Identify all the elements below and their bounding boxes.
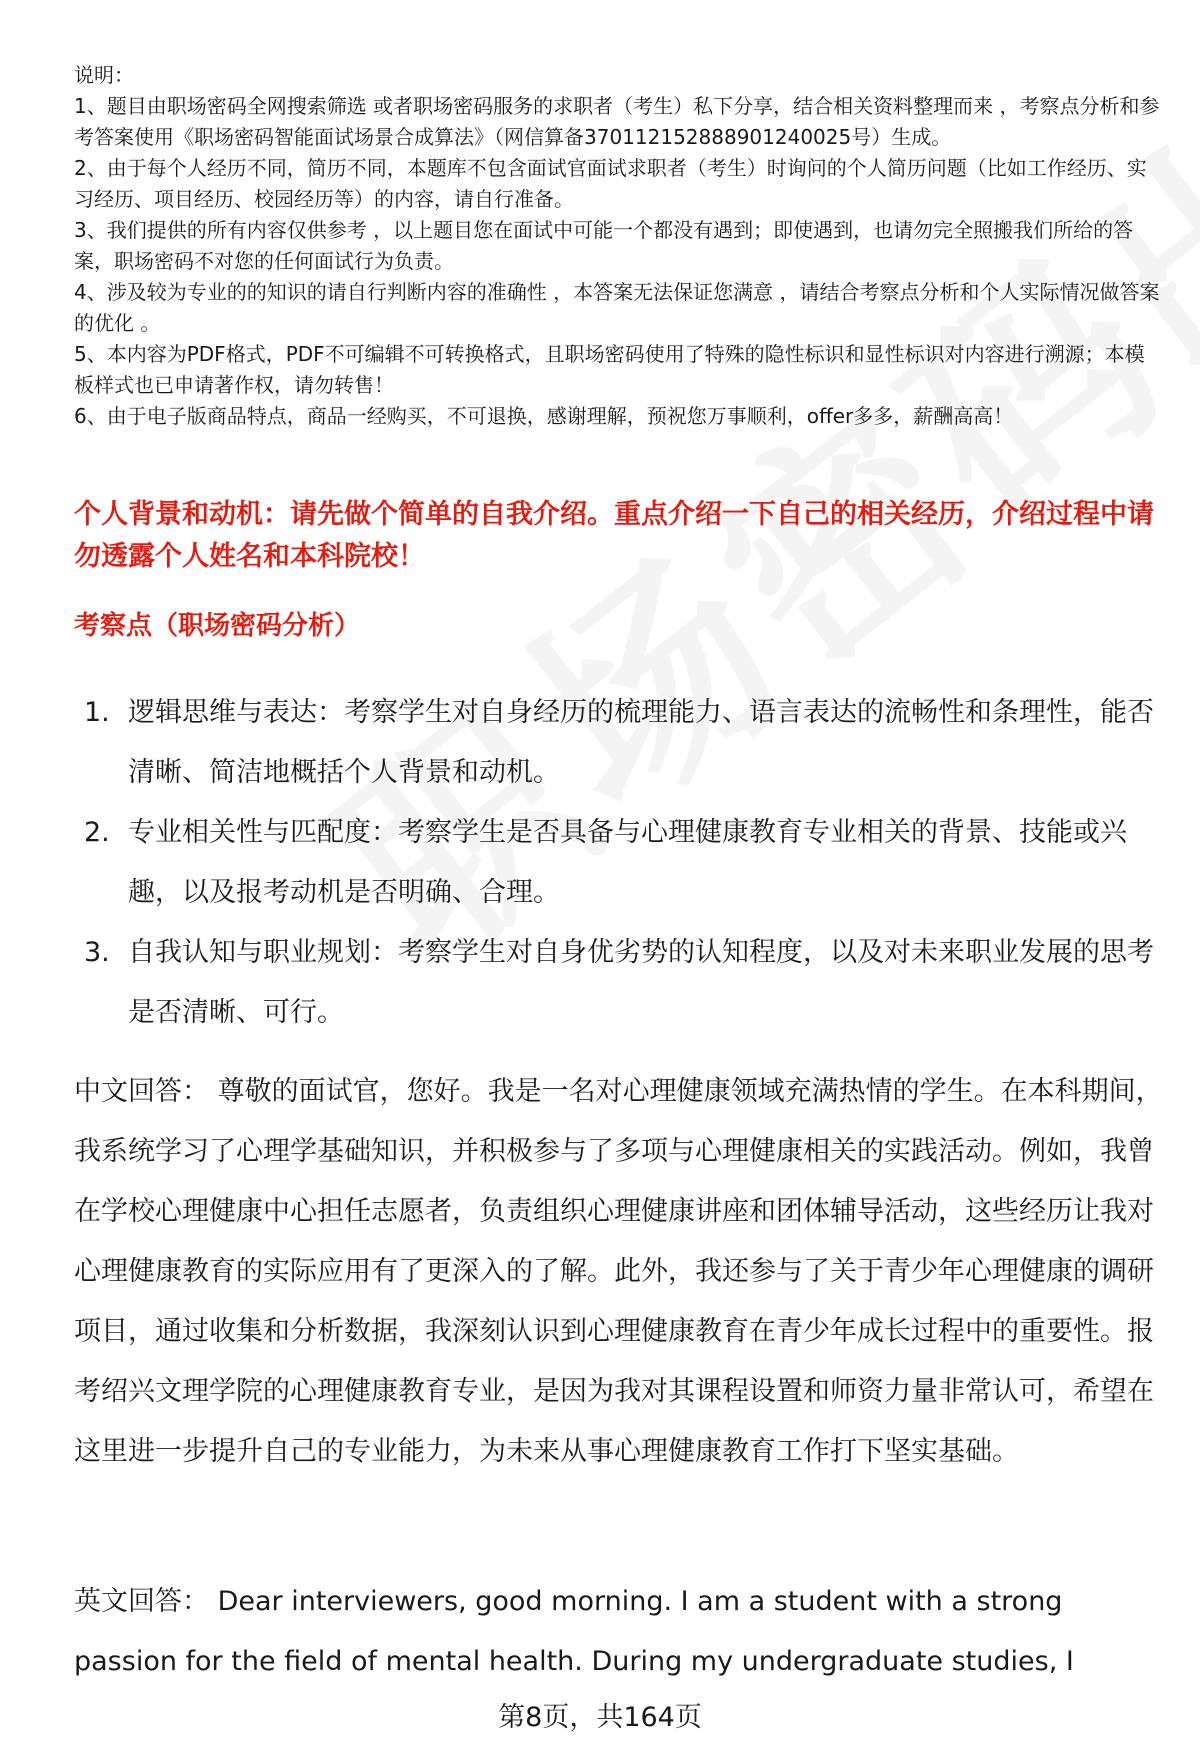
interview-question: 个人背景和动机：请先做个简单的自我介绍。重点介绍一下自己的相关经历，介绍过程中请勿透露个人姓名和本科院校！ [74, 499, 1154, 572]
analysis-title: 考察点（职场密码分析） [74, 611, 361, 641]
analysis-points [74, 683, 1164, 1043]
point-text: 自我认知与职业规划：考察学生对自身优劣势的认知程度，以及对未来职业发展的思考是否清晰、可行。 [128, 937, 1154, 1028]
note-item: 5、本内容为PDF格式，PDF不可编辑不可转换格式，且职场密码使用了特殊的隐性标识和显性标识对内容进行溯源；本模板样式也已申请著作权，请勿转售！ [74, 342, 1145, 397]
english-answer-text: 英文回答： Dear interviewers, good morning. I am a student with a strong passion for the field of mental health. During my undergraduate studies, I [74, 1586, 1074, 1677]
note-item: 1、题目由职场密码全网搜索筛选 或者职场密码服务的求职者（考生）私下分享，结合相关资料整理而来 ，考察点分析和参考答案使用《职场密码智能面试场景合成算法》（网信算备370112152888901240025号）生成。 [74, 94, 1160, 149]
chinese-answer-text: 中文回答： 尊敬的面试官，您好。我是一名对心理健康领域充满热情的学生。在本科期间，我系统学习了心理学基础知识，并积极参与了多项与心理健康相关的实践活动。例如，我曾在学校心理健康中心担任志愿者，负责组织心理健康讲座和团体辅导活动，这些经历让我对心理健康教育的实际应用有了更深入的了解。此外，我还参与了关于青少年心理健康的调研项目，通过收集和分析数据，我深刻认识到心理健康教育在青少年成长过程中的重要性。报考绍兴文理学院的心理健康教育专业，是因为我对其课程设置和师资力量非常认可，希望在这里进一步提升自己的专业能力，为未来从事心理健康教育工作打下坚实基础。 [74, 1076, 1163, 1467]
notes-title: 说明： [74, 63, 134, 87]
analysis-point [74, 803, 1164, 923]
note-item: 6、由于电子版商品特点，商品一经购买，不可退换，感谢理解，预祝您万事顺利，offer多多，薪酬高高！ [74, 404, 1014, 428]
point-text: 逻辑思维与表达：考察学生对自身经历的梳理能力、语言表达的流畅性和条理性，能否清晰、简洁地概括个人背景和动机。 [128, 697, 1154, 788]
english-answer [74, 1572, 1164, 1692]
point-text: 专业相关性与匹配度：考察学生是否具备与心理健康教育专业相关的背景、技能或兴趣，以及报考动机是否明确、合理。 [128, 817, 1127, 908]
point-number: 2. [84, 817, 110, 848]
note-item: 3、我们提供的所有内容仅供参考 ，以上题目您在面试中可能一个都没有遇到；即使遇到，也请勿完全照搬我们所给的答案，职场密码不对您的任何面试行为负责。 [74, 218, 1134, 273]
chinese-answer [74, 1062, 1164, 1482]
note-item: 2、由于每个人经历不同，简历不同，本题库不包含面试官面试求职者（考生）时询问的个人简历问题（比如工作经历、实习经历、项目经历、校园经历等）的内容，请自行准备。 [74, 156, 1147, 211]
disclaimer-notes [74, 60, 1160, 432]
point-number: 3. [84, 937, 110, 968]
point-number: 1. [84, 697, 110, 728]
note-item: 4、涉及较为专业的的知识的请自行判断内容的准确性 ，本答案无法保证您满意 ，请结合考察点分析和个人实际情况做答案的优化 。 [74, 280, 1160, 335]
analysis-point [74, 923, 1164, 1043]
analysis-point [74, 683, 1164, 803]
page-number: 第8页，共164页 [498, 1702, 702, 1733]
